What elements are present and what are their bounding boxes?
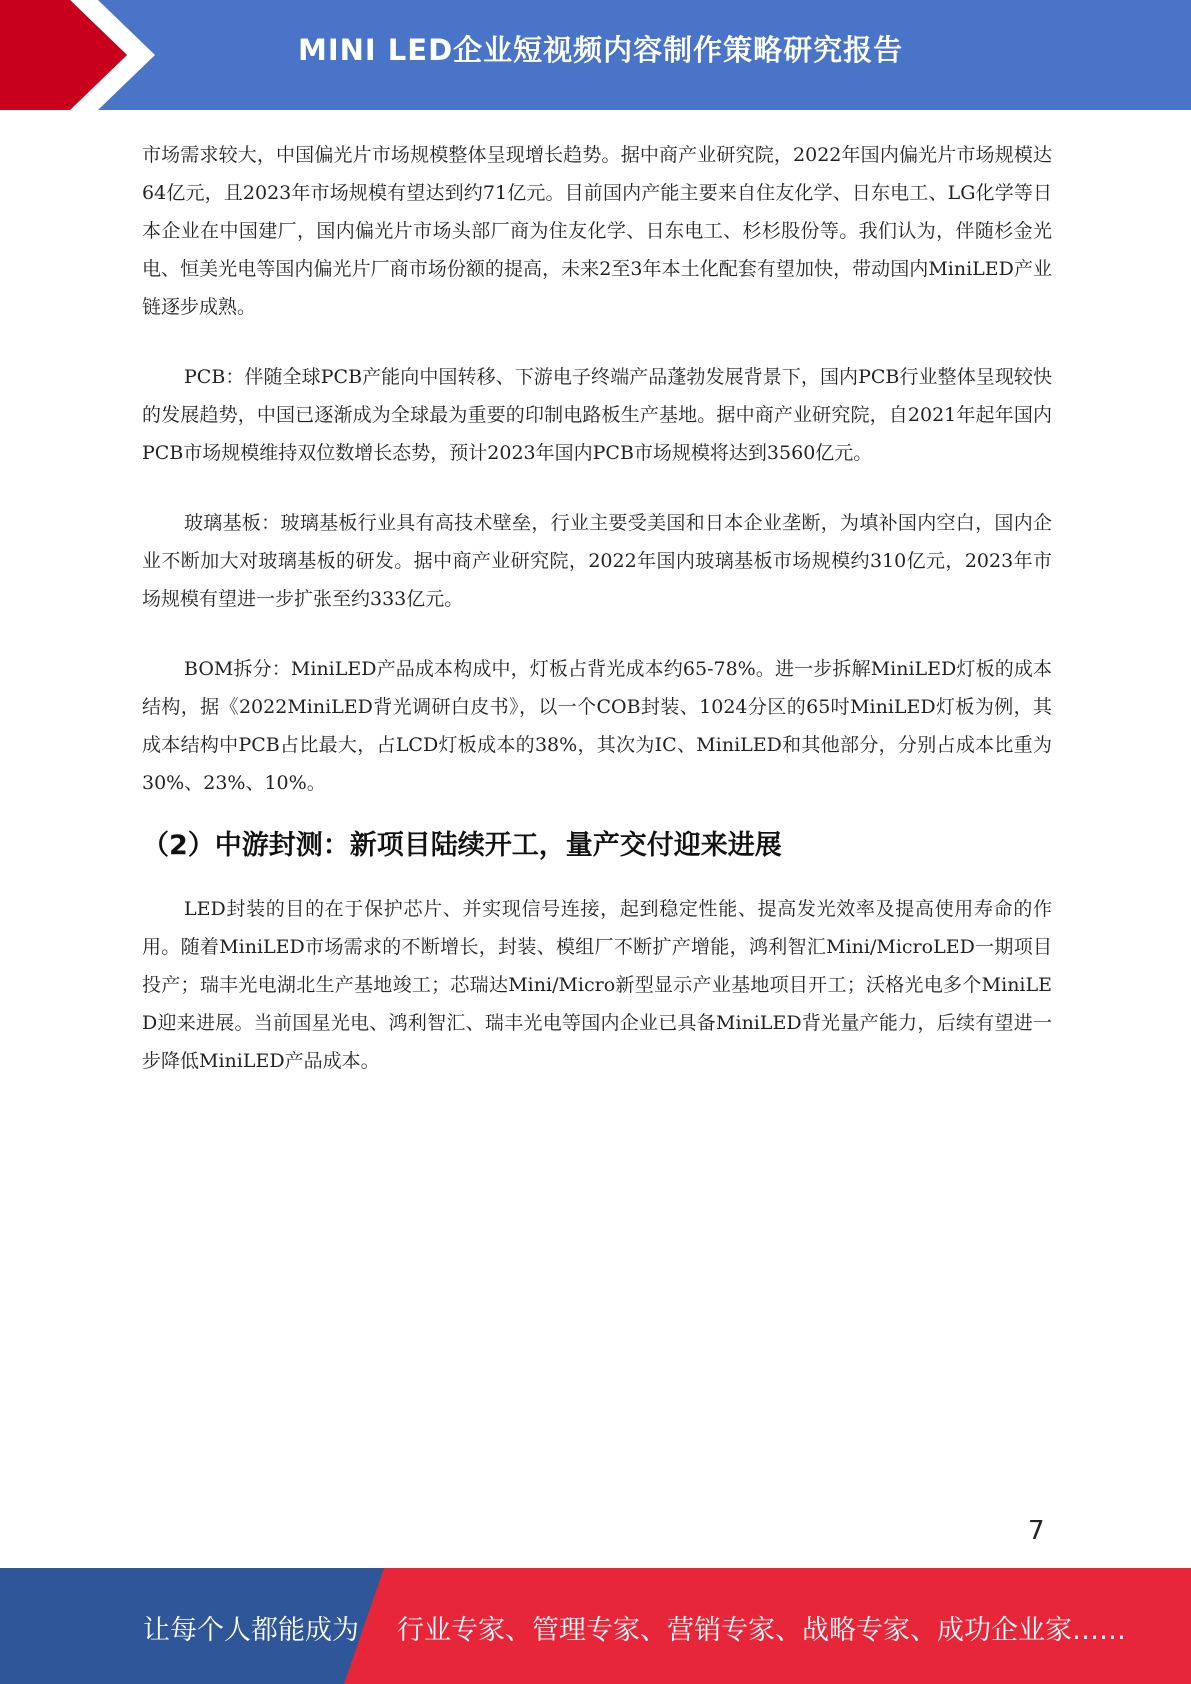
paragraph-polarizer: 市场需求较大，中国偏光片市场规模整体呈现增长趋势。据中商产业研究院，2022年国内偏光片市场规模达64亿元，且2023年市场规模有望达到约71亿元。目前国内产能主要来自住友化学、日东电工、LG化学等日本企业在中国建厂，国内偏光片市场头部厂商为住友化学、日东电工、杉杉股份等。我们认为，伴随杉金光电、恒美光电等国内偏光片厂商市场份额的提高，未来2至3年本土化配套有望加快，带动国内MiniLED产业链逐步成熟。 <box>142 144 1052 318</box>
section-heading: （2）中游封测：新项目陆续开工，量产交付迎来进展 <box>142 830 782 861</box>
paragraph-bom: BOM拆分：MiniLED产品成本构成中，灯板占背光成本约65-78%。进一步拆解MiniLED灯板的成本结构，据《2022MiniLED背光调研白皮书》，以一个COB封装、1024分区的65吋MiniLED灯板为例，其成本结构中PCB占比最大，占LCD灯板成本的38%，其次为IC、MiniLED和其他部分，分别占成本比重为30%、23%、10%。 <box>142 658 1052 794</box>
paragraph-packaging: LED封装的目的在于保护芯片、并实现信号连接，起到稳定性能、提高发光效率及提高使用寿命的作用。随着MiniLED市场需求的不断增长，封装、模组厂不断扩产增能，鸿利智汇Mini/MicroLED一期项目投产；瑞丰光电湖北生产基地竣工；芯瑞达Mini/Micro新型显示产业基地项目开工；沃格光电多个MiniLED迎来进展。当前国星光电、鸿利智汇、瑞丰光电等国内企业已具备MiniLED背光量产能力，后续有望进一步降低MiniLED产品成本。 <box>142 898 1052 1072</box>
paragraph-glass-substrate: 玻璃基板：玻璃基板行业具有高技术壁垒，行业主要受美国和日本企业垄断，为填补国内空白，国内企业不断加大对玻璃基板的研发。据中商产业研究院，2022年国内玻璃基板市场规模约310亿元，2023年市场规模有望进一步扩张至约333亿元。 <box>142 512 1052 610</box>
paragraph-pcb: PCB：伴随全球PCB产能向中国转移、下游电子终端产品蓬勃发展背景下，国内PCB行业整体呈现较快的发展趋势，中国已逐渐成为全球最为重要的印制电路板生产基地。据中商产业研究院，自2021年起年国内PCB市场规模维持双位数增长态势，预计2023年国内PCB市场规模将达到3560亿元。 <box>142 366 1052 464</box>
page-number: 7 <box>1028 1516 1045 1546</box>
header-banner <box>0 0 1191 110</box>
footer-slogan-left: 让每个人都能成为 <box>143 1615 359 1646</box>
footer-slogan-right: 行业专家、管理专家、营销专家、战略专家、成功企业家…… <box>397 1615 1126 1646</box>
document-body <box>142 136 1052 1080</box>
report-title: MINI LED企业短视频内容制作策略研究报告 <box>298 33 904 67</box>
footer-banner <box>0 1568 1191 1684</box>
